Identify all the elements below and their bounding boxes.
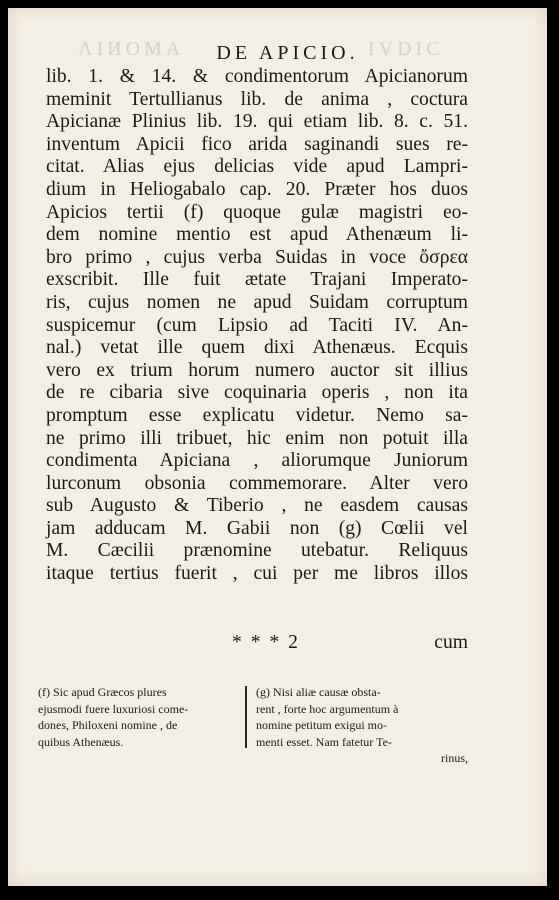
footnote-line: ejusmodi fuere luxuriosi come-	[38, 701, 189, 716]
text-line: ne primo illi tribuet, hic enim non potuit illa	[46, 427, 468, 449]
text-line: dium in Heliogabalo cap. 20. Præter hos duos	[46, 178, 468, 200]
footnote-line: quibus Athenæus.	[38, 734, 124, 749]
footnote-line: menti esset. Nam fatetur Te-	[256, 734, 392, 749]
text-line: Apicianæ Plinius lib. 19. qui etiam lib. 8. c. 51.	[46, 111, 468, 133]
text-line: M. Cæcilii prænomine utebatur. Reliquus	[46, 540, 468, 562]
text-line: inventum Apicii fico arida saginandi sues re-	[46, 133, 468, 155]
text-line: dem nomine mentio est apud Athenæum li-	[46, 224, 468, 246]
catchword: cum	[434, 632, 468, 653]
signature-mark: * * * 2	[232, 632, 300, 653]
main-text	[46, 66, 468, 586]
text-line: ris, cujus nomen ne apud Suidam corruptum	[46, 291, 468, 313]
footnote-divider	[245, 686, 247, 748]
text-line: condimenta Apiciana , aliorumque Juniorum	[46, 450, 468, 472]
text-line: jam adducam M. Gabii non (g) Cœlii vel	[46, 517, 468, 539]
text-line: meminit Tertullianus lib. de anima , coctura	[46, 88, 468, 110]
footnote-line: (g) Nisi aliæ causæ obsta-	[256, 685, 381, 699]
text-line: suspicemur (cum Lipsio ad Taciti IV. An-	[46, 314, 468, 336]
text-line: de re cibaria sive coquinaria operis , non ita	[46, 382, 468, 404]
text-line: exscribit. Ille fuit ætate Trajani Imperato-	[46, 269, 468, 291]
running-head: DE APICIO.	[216, 42, 359, 64]
footnote-line: rent , forte hoc argumentum à	[256, 701, 399, 716]
bleed-through-text-left: ɅIИOMA	[78, 38, 185, 60]
footnote-line: dones, Philoxeni nomine , de	[38, 718, 178, 732]
text-line: bro primo , cujus verba Suidas in voce ὄσρεα	[46, 246, 468, 268]
text-line: itaque tertius fuerit , cui per me libros illos	[46, 563, 468, 585]
footnote-f	[38, 684, 238, 750]
text-line: lib. 1. & 14. & condimentorum Apicianorum	[46, 66, 468, 87]
text-line: nal.) vetat ille quem dixi Athenæus. Ecquis	[46, 337, 468, 359]
book-page	[8, 8, 547, 886]
text-line: citat. Alias ejus delicias vide apud Lampri-	[46, 156, 468, 178]
text-line: promptum esse explicatu videtur. Nemo sa-	[46, 404, 468, 426]
footnote-line: nomine petitum exigui mo-	[256, 718, 387, 732]
bleed-through-text-right: IVDIC	[368, 38, 444, 60]
text-line: vero ex trium horum numero auctor sit illius	[46, 359, 468, 381]
text-line: lurconum obsonia commemorare. Alter vero	[46, 472, 468, 494]
footnote-line: (f) Sic apud Græcos plures	[38, 685, 167, 699]
footnote-g	[256, 684, 468, 767]
footnote-line: rinus,	[441, 751, 468, 765]
text-line: Apicios tertii (f) quoque gulæ magistri eo-	[46, 201, 468, 223]
text-line: sub Augusto & Tiberio , ne easdem causas	[46, 495, 468, 517]
